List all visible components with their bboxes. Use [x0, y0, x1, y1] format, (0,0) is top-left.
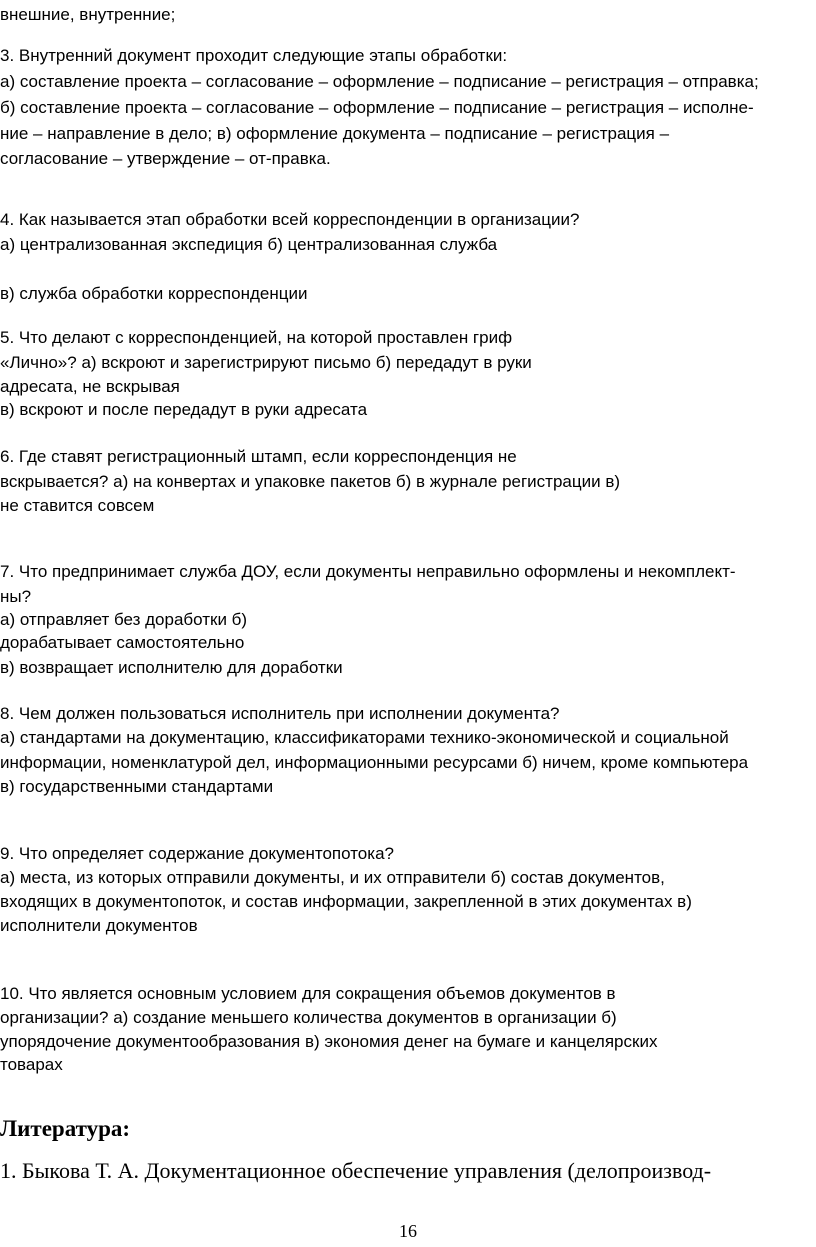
text-line: дорабатывает самостоятельно	[0, 633, 245, 652]
text-line: а) составление проекта – согласование – оформление – подписание – регистрация – отправка;	[0, 72, 759, 91]
text-line: согласование – утверждение – от-правка.	[0, 149, 331, 168]
question-8-title: 8. Чем должен пользоваться исполнитель при исполнении документа?	[0, 704, 560, 723]
text-line: а) централизованная экспедиция б) централизованная служба	[0, 235, 498, 254]
text-line: ны?	[0, 587, 32, 606]
text-line: б) составление проекта – согласование – оформление – подписание – регистрация – исполне-	[0, 98, 754, 117]
text-line: исполнители документов	[0, 916, 198, 935]
question-3-title: 3. Внутренний документ проходит следующие этапы обработки:	[0, 46, 508, 65]
text-line: а) места, из которых отправили документы, и их отправители б) состав документов,	[0, 868, 665, 887]
question-5-title: 5. Что делают с корреспонденцией, на которой проставлен гриф	[0, 328, 513, 347]
question-7-title: 7. Что предпринимает служба ДОУ, если документы неправильно оформлены и некомплект-	[0, 562, 736, 581]
text-line: не ставится совсем	[0, 496, 155, 515]
text-line: а) стандартами на документацию, классификаторами технико-экономической и социальной	[0, 728, 729, 747]
text-line: адресата, не вскрывая	[0, 377, 180, 396]
text-line: входящих в документопоток, и состав информации, закрепленной в этих документах в)	[0, 892, 692, 911]
text-line: в) служба обработки корреспонденции	[0, 284, 308, 303]
text-line: информации, номенклатурой дел, информационными ресурсами б) ничем, кроме компьютера	[0, 753, 749, 772]
question-9-title: 9. Что определяет содержание документопотока?	[0, 844, 394, 863]
text-line: организации? а) создание меньшего количества документов в организации б)	[0, 1008, 617, 1027]
text-line: внешние, внутренние;	[0, 5, 176, 24]
question-10-title: 10. Что является основным условием для сокращения объемов документов в	[0, 984, 616, 1003]
page-number: 16	[399, 1221, 417, 1241]
text-line: «Лично»? а) вскроют и зарегистрируют письмо б) передадут в руки	[0, 353, 532, 372]
text-line: вскрывается? а) на конвертах и упаковке пакетов б) в журнале регистрации в)	[0, 472, 621, 491]
text-line: в) государственными стандартами	[0, 777, 274, 796]
question-4-title: 4. Как называется этап обработки всей корреспонденции в организации?	[0, 210, 580, 229]
text-line: упорядочение документообразования в) экономия денег на бумаге и канцелярских	[0, 1032, 658, 1051]
question-6-title: 6. Где ставят регистрационный штамп, если корреспонденция не	[0, 447, 517, 466]
literature-item: 1. Быкова Т. А. Документационное обеспечение управления (делопроизвод-	[0, 1158, 712, 1183]
text-line: товарах	[0, 1055, 63, 1074]
text-line: в) вскроют и после передадут в руки адресата	[0, 400, 368, 419]
text-line: в) возвращает исполнителю для доработки	[0, 658, 343, 677]
text-line: а) отправляет без доработки б)	[0, 610, 248, 629]
literature-heading: Литература:	[0, 1116, 131, 1141]
text-line: ние – направление в дело; в) оформление документа – подписание – регистрация –	[0, 124, 670, 143]
